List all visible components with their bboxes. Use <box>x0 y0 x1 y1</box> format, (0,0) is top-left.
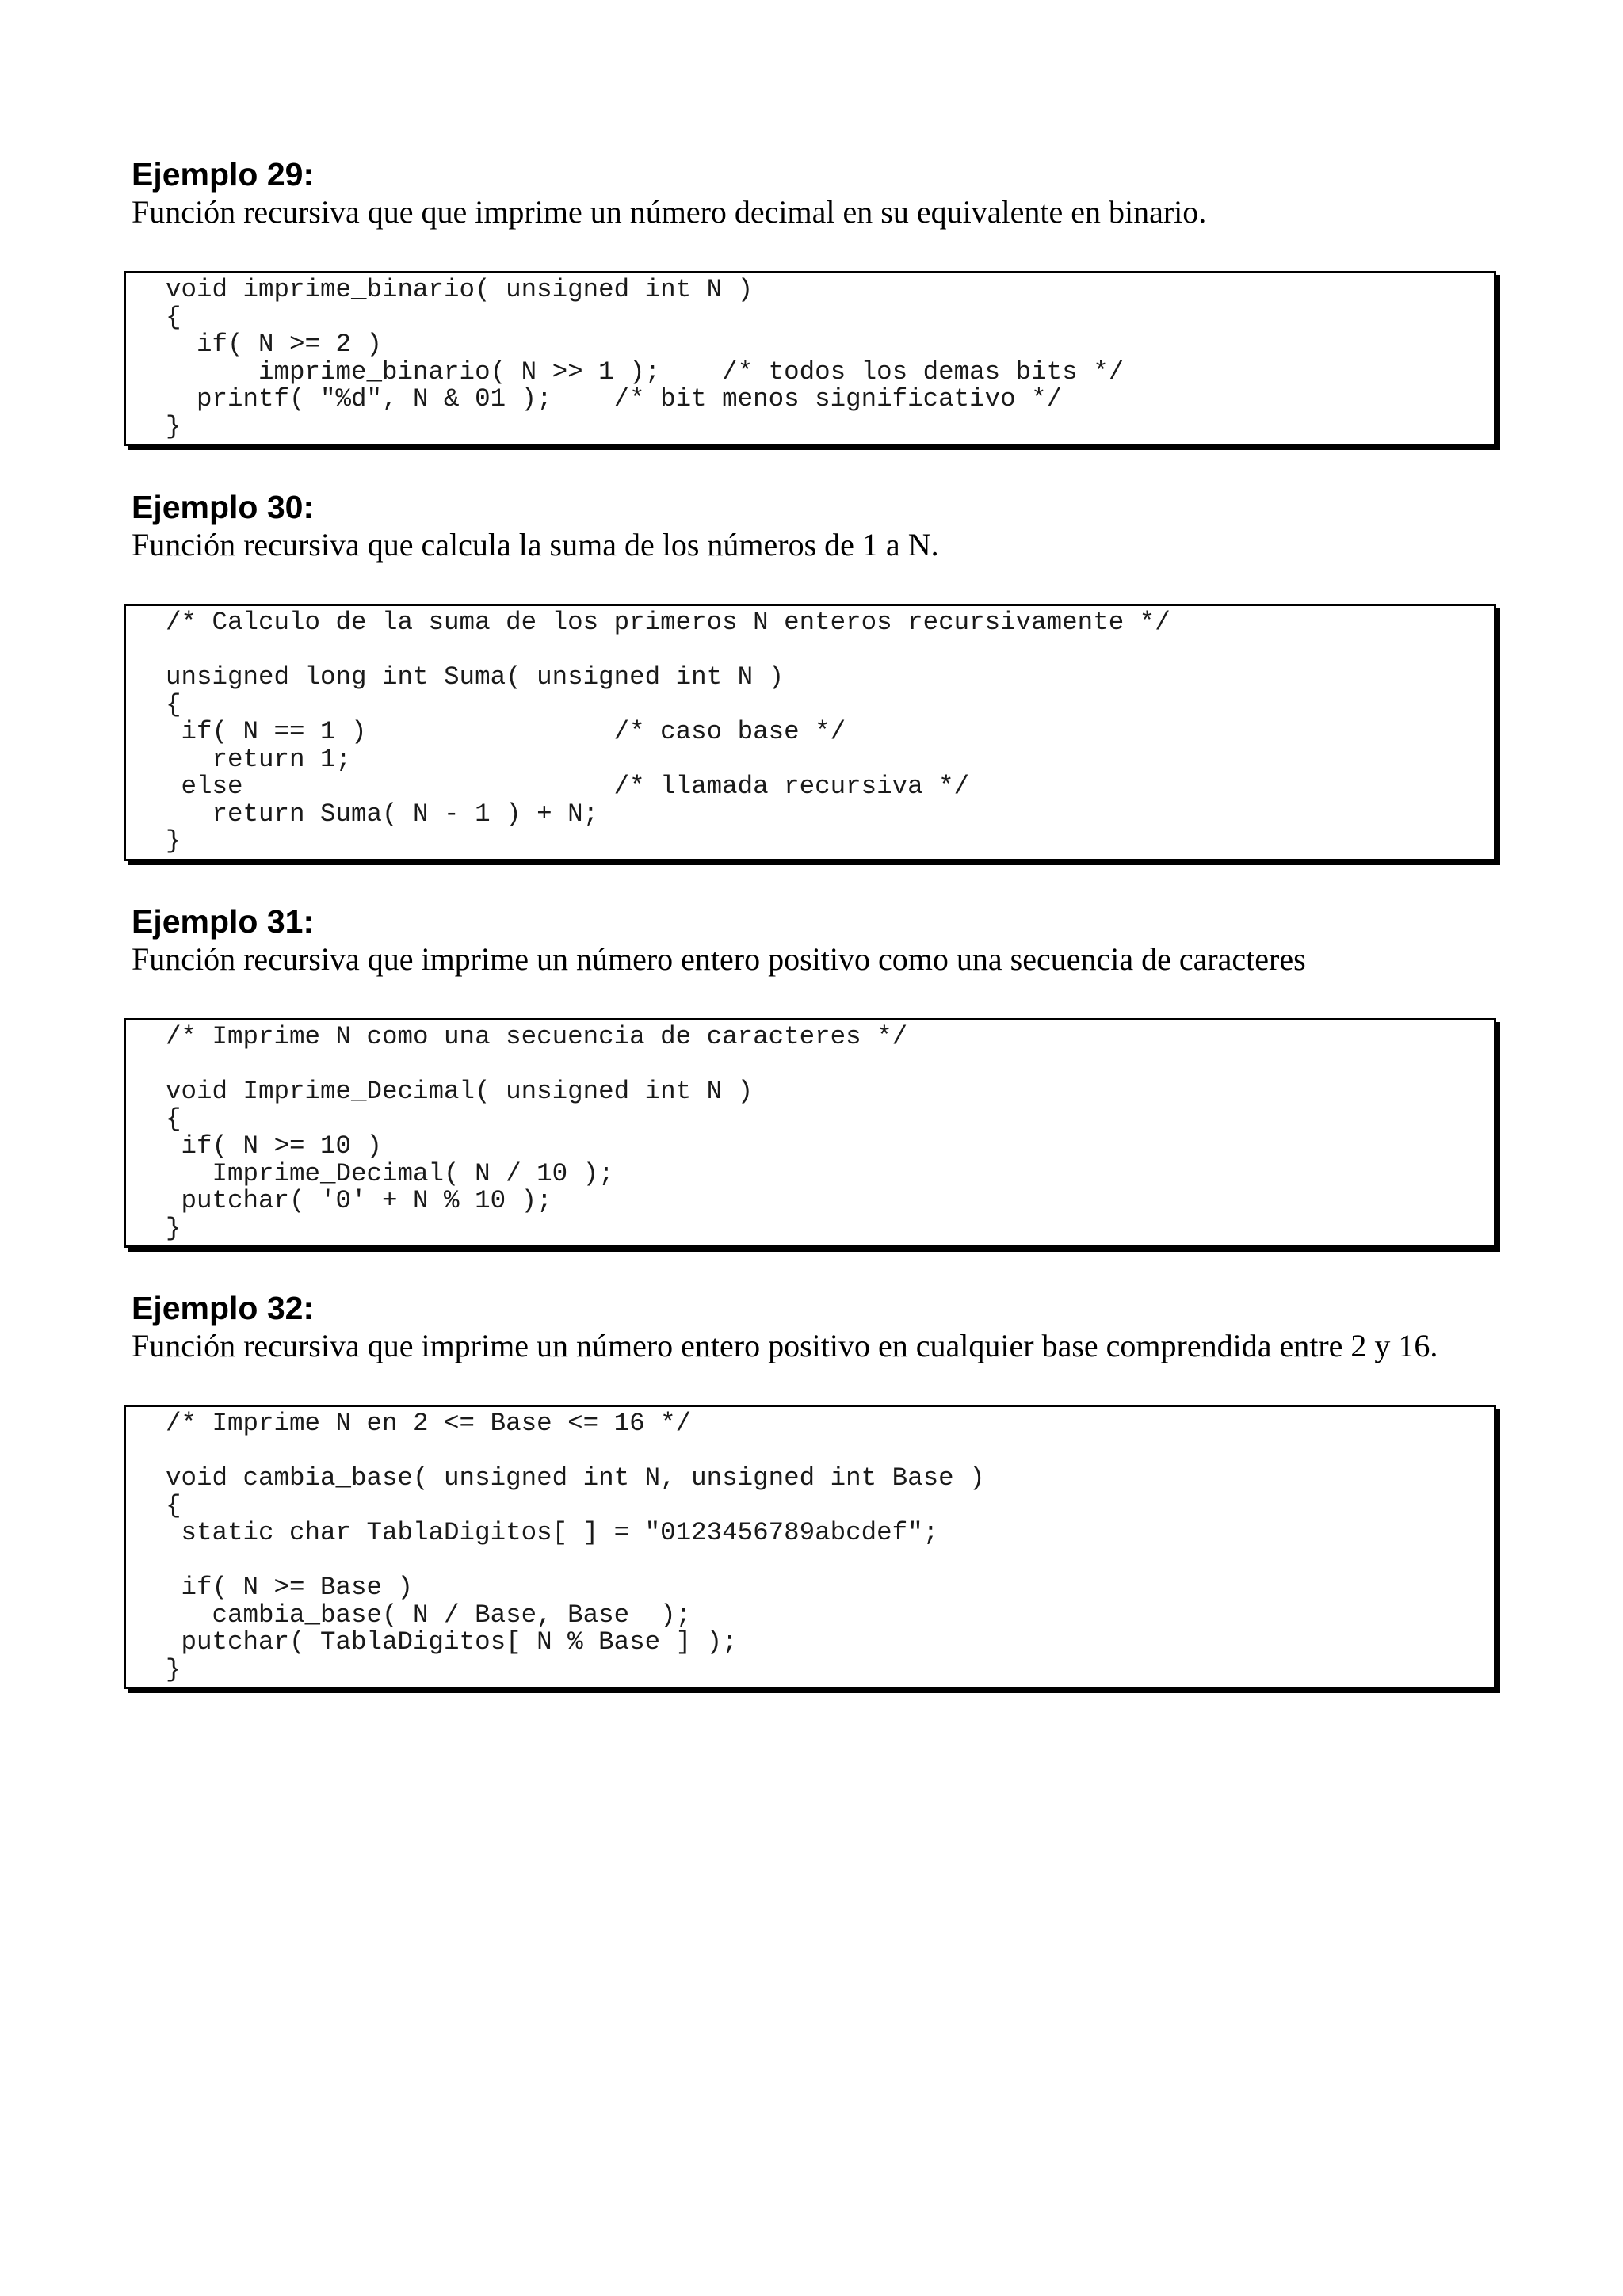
example-title: Ejemplo 31: <box>132 903 315 940</box>
example-title: Ejemplo 29: <box>132 156 315 193</box>
code-block <box>124 1018 1496 1248</box>
example-description: Función recursiva que que imprime un número decimal en su equivalente en binario. <box>132 194 1207 230</box>
code-listing: /* Imprime N como una secuencia de caracteres */ void Imprime_Decimal( unsigned int N ) { if( N >= 10 ) Imprime_Decimal( N / 10 ); putchar( '0' + N % 10 ); } <box>166 1022 908 1243</box>
example-description: Función recursiva que imprime un número entero positivo como una secuencia de caracteres <box>132 941 1306 977</box>
example-description: Función recursiva que imprime un número entero positivo en cualquier base comprendida entre 2 y 16. <box>132 1328 1438 1363</box>
code-listing: /* Imprime N en 2 <= Base <= 16 */ void cambia_base( unsigned int N, unsigned int Base ) { static char TablaDigitos[ ] = "0123456789abcdef"; if( N >= Base ) cambia_base( N / Base, Base ); putchar( TablaDigitos[ N % Base ] ); } <box>166 1409 985 1684</box>
example-30 <box>132 488 1517 856</box>
code-block <box>124 1405 1496 1689</box>
example-title: Ejemplo 30: <box>132 489 315 525</box>
example-description: Función recursiva que calcula la suma de los números de 1 a N. <box>132 527 939 563</box>
code-listing: void imprime_binario( unsigned int N ) { if( N >= 2 ) imprime_binario( N >> 1 ); /* todos los demas bits */ printf( "%d", N & 01 ); /* bit menos significativo */ } <box>166 275 1125 441</box>
code-block <box>124 271 1496 446</box>
example-31 <box>132 902 1517 1243</box>
example-title: Ejemplo 32: <box>132 1290 315 1326</box>
example-29 <box>132 155 1517 441</box>
code-listing: /* Calculo de la suma de los primeros N enteros recursivamente */ unsigned long int Suma( unsigned int N ) { if( N == 1 ) /* caso base */ return 1; else /* llamada recursiva */ return Suma( N - 1 ) + N; } <box>166 608 1170 856</box>
code-block <box>124 604 1496 861</box>
example-32 <box>132 1289 1517 1684</box>
